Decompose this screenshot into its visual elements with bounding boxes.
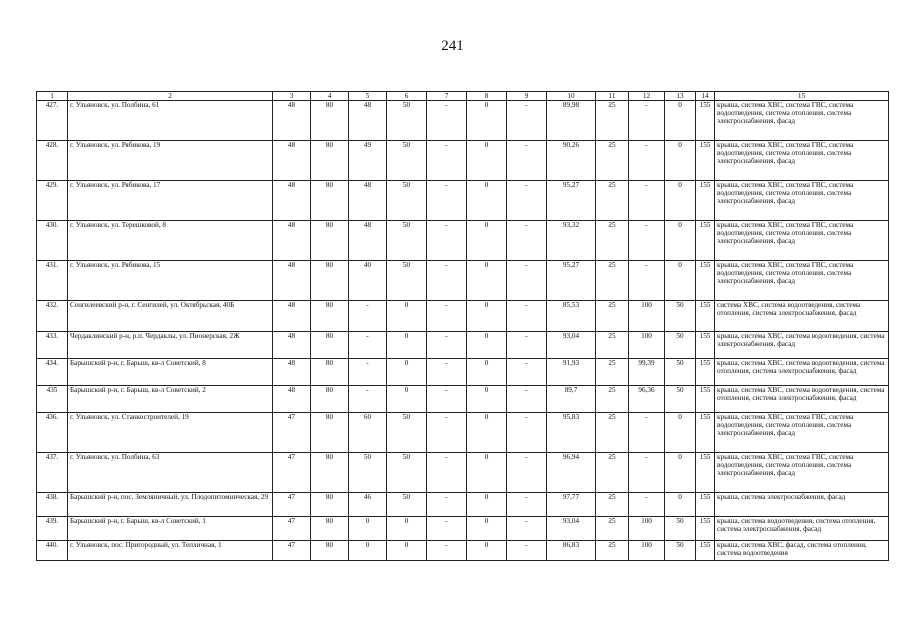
value-cell: 48 (273, 386, 311, 413)
value-cell: 50 (665, 332, 696, 359)
value-cell: 0 (349, 541, 387, 561)
value-cell: 93,32 (547, 221, 596, 261)
value-cell: 80 (311, 493, 349, 517)
value-cell: - (427, 181, 467, 221)
works-cell: крыша, система ХВС, система ГВС, система водоотведения, система отопления, система электроснабжения, фасад (715, 413, 889, 453)
address-cell: г. Ульяновск, ул. Рябикова, 17 (68, 181, 273, 221)
value-cell: 155 (696, 181, 715, 221)
header-cell: 2 (68, 92, 273, 101)
works-cell: система ХВС, система водоотведения, система отопления, система электроснабжения, фасад (715, 301, 889, 332)
value-cell: 0 (665, 453, 696, 493)
value-cell: 0 (467, 453, 507, 493)
table-row (37, 101, 889, 141)
value-cell: 25 (596, 386, 629, 413)
value-cell: 100 (629, 332, 665, 359)
value-cell: 50 (665, 541, 696, 561)
value-cell: 155 (696, 359, 715, 386)
value-cell: 50 (665, 359, 696, 386)
row-number: 430. (37, 221, 68, 261)
value-cell: 155 (696, 541, 715, 561)
value-cell: 0 (467, 332, 507, 359)
repair-table (36, 91, 889, 561)
value-cell: 0 (665, 493, 696, 517)
value-cell: 96,94 (547, 453, 596, 493)
address-cell: г. Ульяновск, ул. Полбина, 61 (68, 101, 273, 141)
value-cell: 50 (387, 181, 427, 221)
row-number: 432. (37, 301, 68, 332)
value-cell: 0 (665, 141, 696, 181)
works-cell: крыша, система ХВС, система ГВС, система водоотведения, система отопления, система электроснабжения, фасад (715, 141, 889, 181)
value-cell: 25 (596, 453, 629, 493)
value-cell: 96,36 (629, 386, 665, 413)
value-cell: 25 (596, 332, 629, 359)
value-cell: 155 (696, 386, 715, 413)
header-cell: 1 (37, 92, 68, 101)
value-cell: - (507, 493, 547, 517)
row-number: 440. (37, 541, 68, 561)
table-row (37, 141, 889, 181)
table-row (37, 332, 889, 359)
value-cell: 0 (387, 301, 427, 332)
value-cell: 40 (349, 261, 387, 301)
table-row (37, 386, 889, 413)
value-cell: 80 (311, 261, 349, 301)
value-cell: 95,27 (547, 261, 596, 301)
address-cell: Барышский р-н, г. Барыш, кв-л Советский, 2 (68, 386, 273, 413)
value-cell: 25 (596, 101, 629, 141)
row-number: 428. (37, 141, 68, 181)
value-cell: - (629, 261, 665, 301)
table-row (37, 301, 889, 332)
value-cell: 95,27 (547, 181, 596, 221)
value-cell: - (427, 301, 467, 332)
value-cell: 80 (311, 301, 349, 332)
works-cell: крыша, система водоотведения, система отопления, система электроснабжения, фасад (715, 517, 889, 541)
value-cell: 100 (629, 301, 665, 332)
value-cell: 155 (696, 141, 715, 181)
value-cell: 80 (311, 386, 349, 413)
address-cell: г. Ульяновск, ул. Рябикова, 19 (68, 141, 273, 181)
address-cell: Сенгилеевский р-н, г. Сенгилей, ул. Октябрьская, 40Б (68, 301, 273, 332)
value-cell: - (349, 386, 387, 413)
address-cell: Барышский р-н, пос. Земляничный, ул. Плодопитомническая, 29 (68, 493, 273, 517)
value-cell: - (427, 221, 467, 261)
value-cell: 47 (273, 413, 311, 453)
table-row (37, 181, 889, 221)
address-cell: Чердаклинский р-н, р.п. Чердаклы, ул. Пионерская, 2Ж (68, 332, 273, 359)
value-cell: - (427, 493, 467, 517)
works-cell: крыша, система ХВС, система ГВС, система водоотведения, система отопления, система электроснабжения, фасад (715, 453, 889, 493)
value-cell: 48 (349, 101, 387, 141)
value-cell: - (427, 261, 467, 301)
row-number: 433. (37, 332, 68, 359)
works-cell: крыша, система электроснабжения, фасад (715, 493, 889, 517)
value-cell: 155 (696, 261, 715, 301)
value-cell: 0 (387, 359, 427, 386)
value-cell: 47 (273, 493, 311, 517)
value-cell: 155 (696, 101, 715, 141)
works-cell: крыша, система ХВС, система ГВС, система водоотведения, система отопления, система электроснабжения, фасад (715, 181, 889, 221)
value-cell: 25 (596, 141, 629, 181)
value-cell: - (507, 101, 547, 141)
value-cell: - (427, 386, 467, 413)
header-cell: 14 (696, 92, 715, 101)
value-cell: 0 (467, 221, 507, 261)
value-cell: 48 (273, 101, 311, 141)
value-cell: 47 (273, 517, 311, 541)
value-cell: 86,83 (547, 541, 596, 561)
value-cell: 25 (596, 221, 629, 261)
header-cell: 3 (273, 92, 311, 101)
value-cell: 0 (387, 386, 427, 413)
value-cell: - (427, 453, 467, 493)
value-cell: - (507, 301, 547, 332)
value-cell: 48 (349, 181, 387, 221)
value-cell: - (507, 181, 547, 221)
value-cell: 50 (349, 453, 387, 493)
value-cell: 0 (467, 301, 507, 332)
table-row (37, 221, 889, 261)
value-cell: 25 (596, 413, 629, 453)
works-cell: крыша, система ХВС, система ГВС, система водоотведения, система отопления, система электроснабжения, фасад (715, 221, 889, 261)
header-cell: 13 (665, 92, 696, 101)
value-cell: 89,98 (547, 101, 596, 141)
value-cell: 100 (629, 517, 665, 541)
value-cell: 155 (696, 301, 715, 332)
value-cell: 48 (273, 359, 311, 386)
value-cell: 50 (387, 101, 427, 141)
value-cell: 155 (696, 221, 715, 261)
value-cell: 47 (273, 541, 311, 561)
value-cell: 50 (387, 221, 427, 261)
value-cell: - (427, 413, 467, 453)
value-cell: 48 (273, 301, 311, 332)
value-cell: 0 (467, 386, 507, 413)
value-cell: - (507, 541, 547, 561)
value-cell: 50 (665, 386, 696, 413)
table-row (37, 261, 889, 301)
value-cell: 48 (273, 332, 311, 359)
address-cell: г. Ульяновск, ул. Терешковой, 8 (68, 221, 273, 261)
value-cell: 80 (311, 517, 349, 541)
value-cell: 0 (349, 517, 387, 541)
value-cell: 50 (665, 301, 696, 332)
works-cell: крыша, система ХВС, система водоотведения, система отопления, система электроснабжения, фасад (715, 359, 889, 386)
value-cell: 99,39 (629, 359, 665, 386)
value-cell: 50 (387, 453, 427, 493)
value-cell: 0 (467, 181, 507, 221)
header-cell: 9 (507, 92, 547, 101)
address-cell: г. Ульяновск, ул. Полбина, 63 (68, 453, 273, 493)
value-cell: 0 (665, 413, 696, 453)
address-cell: г. Ульяновск, пос. Пригородный, ул. Тепличная, 1 (68, 541, 273, 561)
header-row (37, 92, 889, 101)
value-cell: 90,26 (547, 141, 596, 181)
value-cell: - (629, 413, 665, 453)
header-cell: 12 (629, 92, 665, 101)
value-cell: 46 (349, 493, 387, 517)
value-cell: - (507, 413, 547, 453)
value-cell: 0 (387, 332, 427, 359)
value-cell: - (507, 332, 547, 359)
value-cell: 95,83 (547, 413, 596, 453)
row-number: 439. (37, 517, 68, 541)
works-cell: крыша, система ХВС, система водоотведения, система отопления, система электроснабжения, фасад (715, 386, 889, 413)
row-number: 437. (37, 453, 68, 493)
value-cell: 0 (467, 413, 507, 453)
value-cell: 25 (596, 261, 629, 301)
value-cell: - (427, 359, 467, 386)
value-cell: 155 (696, 453, 715, 493)
address-cell: г. Ульяновск, ул. Рябикова, 15 (68, 261, 273, 301)
value-cell: - (427, 332, 467, 359)
value-cell: 50 (387, 261, 427, 301)
value-cell: 80 (311, 141, 349, 181)
value-cell: 155 (696, 517, 715, 541)
value-cell: 48 (273, 261, 311, 301)
works-cell: крыша, система ХВС, система водоотведения, система электроснабжения, фасад (715, 332, 889, 359)
header-cell: 4 (311, 92, 349, 101)
value-cell: 25 (596, 181, 629, 221)
value-cell: - (427, 141, 467, 181)
header-cell: 7 (427, 92, 467, 101)
table-row (37, 453, 889, 493)
works-cell: крыша, система ХВС, система ГВС, система водоотведения, система отопления, система электроснабжения, фасад (715, 261, 889, 301)
value-cell: 0 (387, 517, 427, 541)
header-cell: 5 (349, 92, 387, 101)
value-cell: 0 (387, 541, 427, 561)
value-cell: - (349, 332, 387, 359)
value-cell: 50 (387, 493, 427, 517)
header-cell: 6 (387, 92, 427, 101)
value-cell: 155 (696, 493, 715, 517)
works-cell: крыша, система ХВС, система ГВС, система водоотведения, система отопления, система электроснабжения, фасад (715, 101, 889, 141)
value-cell: - (507, 359, 547, 386)
header-cell: 8 (467, 92, 507, 101)
value-cell: 0 (665, 261, 696, 301)
address-cell: Барышский р-н, г. Барыш, кв-л Советский, 1 (68, 517, 273, 541)
value-cell: - (507, 517, 547, 541)
value-cell: 48 (273, 181, 311, 221)
value-cell: 25 (596, 517, 629, 541)
value-cell: 0 (665, 181, 696, 221)
works-cell: крыша, система ХВС, фасад, система отопления, система водоотведения (715, 541, 889, 561)
row-number: 435 (37, 386, 68, 413)
table-row (37, 413, 889, 453)
value-cell: 60 (349, 413, 387, 453)
value-cell: - (629, 181, 665, 221)
value-cell: 25 (596, 541, 629, 561)
value-cell: - (507, 261, 547, 301)
table-row (37, 541, 889, 561)
header-cell: 11 (596, 92, 629, 101)
table-row (37, 493, 889, 517)
value-cell: 91,93 (547, 359, 596, 386)
value-cell: - (507, 141, 547, 181)
address-cell: Барышский р-н, г. Барыш, кв-л Советский, 8 (68, 359, 273, 386)
value-cell: 48 (273, 141, 311, 181)
row-number: 431. (37, 261, 68, 301)
value-cell: 0 (467, 261, 507, 301)
value-cell: 48 (273, 221, 311, 261)
value-cell: 80 (311, 359, 349, 386)
address-cell: г. Ульяновск, ул. Станкостроителей, 19 (68, 413, 273, 453)
value-cell: - (507, 453, 547, 493)
value-cell: 0 (467, 517, 507, 541)
value-cell: - (629, 221, 665, 261)
row-number: 427. (37, 101, 68, 141)
row-number: 438. (37, 493, 68, 517)
row-number: 429. (37, 181, 68, 221)
value-cell: 0 (467, 141, 507, 181)
value-cell: 0 (467, 359, 507, 386)
value-cell: 25 (596, 301, 629, 332)
value-cell: 25 (596, 359, 629, 386)
value-cell: 47 (273, 453, 311, 493)
value-cell: - (427, 517, 467, 541)
value-cell: 89,7 (547, 386, 596, 413)
page-number: 241 (441, 38, 464, 54)
value-cell: 0 (467, 101, 507, 141)
value-cell: 0 (467, 493, 507, 517)
value-cell: - (629, 141, 665, 181)
value-cell: 50 (387, 413, 427, 453)
header-cell: 15 (715, 92, 889, 101)
value-cell: 48 (349, 221, 387, 261)
value-cell: 0 (665, 221, 696, 261)
value-cell: - (349, 359, 387, 386)
value-cell: - (629, 453, 665, 493)
value-cell: 100 (629, 541, 665, 561)
value-cell: - (427, 541, 467, 561)
table-row (37, 517, 889, 541)
row-number: 436. (37, 413, 68, 453)
value-cell: 80 (311, 101, 349, 141)
value-cell: 50 (665, 517, 696, 541)
value-cell: - (507, 386, 547, 413)
row-number: 434. (37, 359, 68, 386)
value-cell: 155 (696, 332, 715, 359)
value-cell: 93,04 (547, 332, 596, 359)
value-cell: 0 (665, 101, 696, 141)
value-cell: 80 (311, 221, 349, 261)
value-cell: - (507, 221, 547, 261)
value-cell: 85,53 (547, 301, 596, 332)
value-cell: 0 (467, 541, 507, 561)
value-cell: - (629, 493, 665, 517)
value-cell: - (427, 101, 467, 141)
value-cell: 80 (311, 181, 349, 221)
value-cell: 49 (349, 141, 387, 181)
value-cell: - (629, 101, 665, 141)
value-cell: - (349, 301, 387, 332)
value-cell: 97,77 (547, 493, 596, 517)
header-cell: 10 (547, 92, 596, 101)
value-cell: 80 (311, 332, 349, 359)
table-row (37, 359, 889, 386)
value-cell: 155 (696, 413, 715, 453)
value-cell: 93,04 (547, 517, 596, 541)
value-cell: 25 (596, 493, 629, 517)
value-cell: 80 (311, 541, 349, 561)
value-cell: 80 (311, 413, 349, 453)
value-cell: 80 (311, 453, 349, 493)
value-cell: 50 (387, 141, 427, 181)
